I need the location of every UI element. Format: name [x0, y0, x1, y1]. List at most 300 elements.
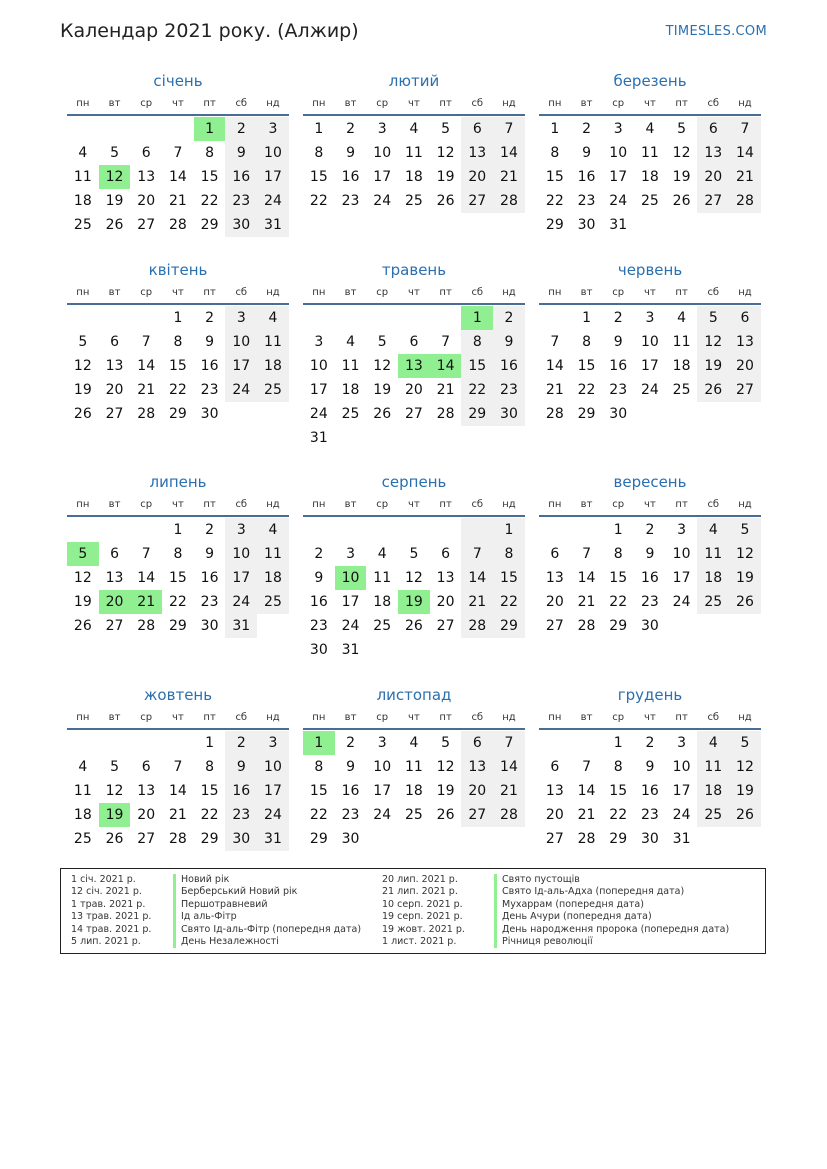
day-cell: 10 — [640, 334, 659, 350]
day-cell: 23 — [493, 378, 525, 402]
weekday-label: вт — [580, 498, 593, 510]
day-cell: 25 — [697, 803, 729, 827]
day-cell: 13 — [105, 570, 124, 586]
month-name: липень — [149, 473, 207, 491]
day-cell: 2 — [493, 306, 525, 330]
day-cell: 12 — [436, 145, 455, 161]
legend-date: 1 січ. 2021 р. — [71, 874, 136, 885]
day-cell: 25 — [257, 378, 289, 402]
day-cell: 27 — [105, 406, 124, 422]
weekday-label: сб — [235, 97, 248, 109]
day-cell: 22 — [577, 382, 596, 398]
day-cell: 29 — [545, 217, 564, 233]
weekday-label: пн — [312, 498, 326, 510]
day-cell: 29 — [609, 618, 628, 634]
day-cell: 15 — [461, 354, 493, 378]
weekday-label: ср — [612, 286, 625, 298]
day-cell: 3 — [677, 735, 687, 751]
weekday-label: нд — [738, 97, 752, 109]
day-cell: 18 — [73, 193, 92, 209]
day-grid — [539, 518, 761, 638]
empty-cell — [398, 306, 430, 330]
day-cell: 10 — [672, 546, 691, 562]
day-cell: 29 — [609, 831, 628, 847]
day-cell: 23 — [341, 193, 360, 209]
weekday-label: вт — [344, 97, 357, 109]
day-cell: 17 — [225, 354, 257, 378]
day-cell: 28 — [493, 803, 525, 827]
weekday-label: ср — [612, 97, 625, 109]
day-cell: 4 — [377, 546, 387, 562]
site-link[interactable]: TIMESLES.COM — [665, 24, 767, 39]
day-cell: 28 — [729, 189, 761, 213]
empty-cell — [257, 402, 289, 426]
day-cell: 1 — [493, 518, 525, 542]
legend-holiday: День народження пророка (попередня дата) — [494, 924, 729, 936]
day-cell: 8 — [582, 334, 591, 350]
weekday-label: пн — [76, 286, 90, 298]
weekday-label: пт — [439, 711, 452, 723]
day-cell: 21 — [577, 807, 596, 823]
day-cell: 22 — [309, 807, 328, 823]
weekday-label: пн — [548, 286, 562, 298]
day-cell: 8 — [613, 759, 623, 775]
month-name: грудень — [617, 686, 683, 704]
day-cell: 21 — [168, 807, 187, 823]
month-name: серпень — [381, 473, 447, 491]
day-cell: 22 — [609, 807, 628, 823]
day-cell: 30 — [225, 213, 257, 237]
weekday-label: чт — [408, 97, 420, 109]
day-cell: 8 — [314, 759, 324, 775]
empty-cell — [303, 518, 335, 542]
day-cell: 22 — [200, 807, 219, 823]
day-cell: 31 — [225, 614, 257, 638]
day-cell: 27 — [545, 831, 564, 847]
empty-cell — [257, 614, 289, 638]
holiday-day-cell: 13 — [398, 354, 430, 378]
day-cell: 20 — [461, 779, 493, 803]
day-cell: 2 — [205, 310, 215, 326]
weekday-label: нд — [266, 286, 280, 298]
weekday-label: нд — [502, 711, 516, 723]
day-cell: 31 — [257, 827, 289, 851]
day-cell: 19 — [436, 783, 455, 799]
day-cell: 23 — [309, 618, 328, 634]
day-cell: 14 — [729, 141, 761, 165]
day-cell: 21 — [493, 165, 525, 189]
day-cell: 29 — [168, 406, 187, 422]
day-cell: 9 — [645, 759, 655, 775]
day-cell: 9 — [205, 546, 215, 562]
weekday-label: сб — [235, 286, 248, 298]
weekday-label: пн — [548, 97, 562, 109]
day-cell: 14 — [461, 566, 493, 590]
day-cell: 4 — [78, 759, 88, 775]
month-3 — [539, 70, 761, 237]
day-cell: 17 — [373, 169, 392, 185]
day-cell: 13 — [137, 783, 156, 799]
day-cell: 23 — [640, 807, 659, 823]
day-cell: 15 — [493, 566, 525, 590]
empty-cell — [366, 306, 398, 330]
day-cell: 5 — [409, 546, 419, 562]
day-cell: 30 — [609, 406, 628, 422]
month-7 — [67, 471, 289, 638]
empty-cell — [461, 426, 493, 450]
holiday-day-cell: 1 — [303, 731, 335, 755]
weekday-header — [67, 281, 289, 305]
day-cell: 28 — [493, 189, 525, 213]
day-cell: 26 — [105, 217, 124, 233]
day-grid — [67, 731, 289, 851]
day-cell: 11 — [697, 755, 729, 779]
day-cell: 14 — [168, 783, 187, 799]
day-cell: 23 — [341, 807, 360, 823]
empty-cell — [335, 518, 367, 542]
day-cell: 19 — [697, 354, 729, 378]
day-cell: 22 — [200, 193, 219, 209]
empty-cell — [366, 426, 398, 450]
empty-cell — [398, 827, 430, 851]
day-cell: 25 — [640, 193, 659, 209]
day-cell: 21 — [137, 382, 156, 398]
day-cell: 5 — [441, 735, 451, 751]
day-cell: 14 — [493, 755, 525, 779]
weekday-label: вт — [108, 711, 121, 723]
weekday-label: ср — [612, 711, 625, 723]
day-cell: 1 — [550, 121, 560, 137]
empty-cell — [130, 306, 162, 330]
day-cell: 6 — [550, 546, 560, 562]
day-cell: 28 — [137, 618, 156, 634]
weekday-label: чт — [408, 498, 420, 510]
weekday-label: ср — [376, 286, 389, 298]
day-cell: 23 — [577, 193, 596, 209]
day-cell: 24 — [309, 406, 328, 422]
day-cell: 17 — [672, 570, 691, 586]
day-cell: 24 — [341, 618, 360, 634]
day-cell: 17 — [640, 358, 659, 374]
day-cell: 21 — [493, 779, 525, 803]
day-cell: 24 — [257, 803, 289, 827]
day-cell: 15 — [168, 358, 187, 374]
day-cell: 3 — [257, 117, 289, 141]
month-4 — [67, 259, 289, 426]
day-cell: 6 — [141, 145, 151, 161]
day-cell: 22 — [461, 378, 493, 402]
weekday-label: вт — [344, 498, 357, 510]
day-cell: 16 — [493, 354, 525, 378]
legend-date: 21 лип. 2021 р. — [382, 886, 458, 898]
weekday-label: пт — [203, 97, 216, 109]
day-cell: 27 — [461, 803, 493, 827]
empty-cell — [697, 213, 729, 237]
weekday-label: нд — [266, 97, 280, 109]
day-cell: 5 — [110, 145, 119, 161]
weekday-label: пн — [76, 97, 90, 109]
day-cell: 28 — [545, 406, 564, 422]
legend-date: 10 серп. 2021 р. — [382, 898, 463, 910]
day-cell: 30 — [225, 827, 257, 851]
day-cell: 16 — [200, 570, 219, 586]
day-cell: 29 — [200, 217, 219, 233]
weekday-label: пт — [439, 498, 452, 510]
empty-cell — [697, 614, 729, 638]
month-name: березень — [613, 72, 687, 90]
day-cell: 27 — [436, 618, 455, 634]
legend-dates-right — [382, 874, 465, 948]
empty-cell — [130, 117, 162, 141]
day-grid — [67, 306, 289, 426]
day-cell: 7 — [493, 117, 525, 141]
day-cell: 23 — [609, 382, 628, 398]
empty-cell — [303, 306, 335, 330]
day-cell: 24 — [672, 594, 691, 610]
day-cell: 4 — [697, 518, 729, 542]
day-cell: 26 — [729, 803, 761, 827]
day-cell: 17 — [672, 783, 691, 799]
day-cell: 3 — [314, 334, 324, 350]
day-cell: 12 — [436, 759, 455, 775]
day-cell: 20 — [137, 807, 156, 823]
day-cell: 3 — [225, 518, 257, 542]
legend-dates-left — [71, 874, 151, 948]
weekday-label: нд — [502, 97, 516, 109]
empty-cell — [67, 518, 99, 542]
holiday-day-cell: 21 — [130, 590, 162, 614]
empty-cell — [461, 518, 493, 542]
legend-holiday: День Ачури (попередня дата) — [494, 911, 729, 923]
weekday-label: пн — [76, 711, 90, 723]
day-cell: 4 — [346, 334, 355, 350]
weekday-label: нд — [266, 711, 280, 723]
empty-cell — [666, 213, 698, 237]
month-10 — [67, 684, 289, 851]
holiday-day-cell: 19 — [398, 590, 430, 614]
legend-date: 19 серп. 2021 р. — [382, 911, 463, 923]
day-cell: 2 — [645, 735, 655, 751]
weekday-label: сб — [707, 498, 720, 510]
day-cell: 9 — [205, 334, 215, 350]
holiday-day-cell: 1 — [194, 117, 226, 141]
day-cell: 15 — [200, 783, 219, 799]
empty-cell — [366, 638, 398, 662]
day-cell: 24 — [225, 590, 257, 614]
day-cell: 15 — [309, 783, 328, 799]
day-cell: 20 — [697, 165, 729, 189]
day-cell: 6 — [409, 334, 419, 350]
day-cell: 2 — [613, 310, 623, 326]
day-cell: 9 — [346, 759, 355, 775]
day-cell: 5 — [677, 121, 687, 137]
day-cell: 24 — [373, 193, 392, 209]
weekday-label: вт — [108, 286, 121, 298]
legend-names-left — [173, 874, 361, 948]
weekday-label: ср — [140, 286, 153, 298]
day-cell: 22 — [309, 193, 328, 209]
empty-cell — [430, 638, 462, 662]
day-cell: 1 — [613, 522, 623, 538]
legend-holiday: Свято Ід-аль-Адха (попередня дата) — [494, 886, 729, 898]
day-grid — [303, 117, 525, 213]
weekday-header — [539, 92, 761, 116]
weekday-header — [539, 706, 761, 730]
day-cell: 13 — [461, 141, 493, 165]
day-cell: 12 — [672, 145, 691, 161]
day-cell: 27 — [545, 618, 564, 634]
weekday-header — [539, 493, 761, 517]
day-cell: 31 — [257, 213, 289, 237]
day-grid — [539, 306, 761, 426]
empty-cell — [430, 306, 462, 330]
day-cell: 15 — [200, 169, 219, 185]
holiday-day-cell: 14 — [430, 354, 462, 378]
day-cell: 8 — [205, 759, 215, 775]
empty-cell — [539, 731, 571, 755]
day-cell: 10 — [373, 759, 392, 775]
day-cell: 2 — [346, 121, 355, 137]
day-cell: 6 — [461, 117, 493, 141]
day-cell: 6 — [550, 759, 560, 775]
day-cell: 13 — [105, 358, 124, 374]
day-cell: 5 — [110, 759, 119, 775]
day-cell: 26 — [73, 406, 92, 422]
day-cell: 30 — [309, 642, 328, 658]
day-cell: 4 — [257, 306, 289, 330]
weekday-label: пн — [312, 97, 326, 109]
day-cell: 12 — [105, 783, 124, 799]
day-cell: 8 — [205, 145, 215, 161]
weekday-label: вт — [580, 286, 593, 298]
day-cell: 26 — [404, 618, 423, 634]
day-cell: 17 — [225, 566, 257, 590]
day-cell: 20 — [105, 382, 124, 398]
day-cell: 3 — [677, 522, 687, 538]
day-cell: 8 — [173, 546, 183, 562]
weekday-label: чт — [172, 286, 184, 298]
day-cell: 22 — [168, 594, 187, 610]
day-cell: 10 — [373, 145, 392, 161]
day-cell: 11 — [404, 759, 423, 775]
legend-holiday: Мухаррам (попередня дата) — [494, 899, 729, 911]
day-cell: 3 — [225, 306, 257, 330]
day-cell: 26 — [436, 193, 455, 209]
day-cell: 26 — [672, 193, 691, 209]
empty-cell — [99, 731, 131, 755]
day-cell: 5 — [441, 121, 451, 137]
empty-cell — [634, 402, 666, 426]
day-cell: 12 — [729, 755, 761, 779]
weekday-label: нд — [502, 286, 516, 298]
day-cell: 21 — [168, 193, 187, 209]
day-cell: 27 — [697, 189, 729, 213]
day-cell: 20 — [436, 594, 455, 610]
day-cell: 17 — [309, 382, 328, 398]
day-cell: 29 — [168, 618, 187, 634]
day-cell: 14 — [493, 141, 525, 165]
day-cell: 2 — [346, 735, 355, 751]
day-cell: 29 — [493, 614, 525, 638]
day-cell: 1 — [173, 522, 183, 538]
legend-names-right — [494, 874, 729, 948]
day-cell: 20 — [729, 354, 761, 378]
day-cell: 11 — [404, 145, 423, 161]
holiday-day-cell: 10 — [335, 566, 367, 590]
day-cell: 13 — [461, 755, 493, 779]
weekday-label: ср — [376, 97, 389, 109]
empty-cell — [539, 518, 571, 542]
weekday-label: чт — [172, 711, 184, 723]
day-cell: 28 — [137, 406, 156, 422]
day-cell: 1 — [205, 735, 215, 751]
day-cell: 12 — [729, 542, 761, 566]
day-cell: 7 — [461, 542, 493, 566]
empty-cell — [729, 213, 761, 237]
day-cell: 16 — [200, 358, 219, 374]
empty-cell — [666, 402, 698, 426]
month-name: лютий — [388, 72, 440, 90]
empty-cell — [634, 213, 666, 237]
empty-cell — [398, 638, 430, 662]
day-grid — [539, 117, 761, 237]
empty-cell — [130, 731, 162, 755]
day-cell: 23 — [200, 382, 219, 398]
day-cell: 8 — [493, 542, 525, 566]
empty-cell — [493, 827, 525, 851]
day-cell: 6 — [461, 731, 493, 755]
day-cell: 6 — [729, 306, 761, 330]
weekday-label: пт — [203, 498, 216, 510]
day-cell: 7 — [441, 334, 451, 350]
day-cell: 10 — [257, 141, 289, 165]
day-cell: 30 — [200, 618, 219, 634]
weekday-label: чт — [172, 97, 184, 109]
month-2 — [303, 70, 525, 213]
day-cell: 12 — [404, 570, 423, 586]
day-cell: 16 — [225, 165, 257, 189]
day-cell: 2 — [205, 522, 215, 538]
month-6 — [539, 259, 761, 426]
day-cell: 10 — [609, 145, 628, 161]
empty-cell — [366, 518, 398, 542]
day-cell: 25 — [672, 382, 691, 398]
weekday-label: ср — [140, 711, 153, 723]
day-cell: 24 — [257, 189, 289, 213]
day-cell: 22 — [168, 382, 187, 398]
day-cell: 23 — [640, 594, 659, 610]
day-cell: 21 — [545, 382, 564, 398]
day-cell: 18 — [73, 807, 92, 823]
day-cell: 13 — [697, 141, 729, 165]
day-cell: 28 — [168, 831, 187, 847]
day-cell: 29 — [309, 831, 328, 847]
day-cell: 19 — [729, 566, 761, 590]
day-cell: 28 — [436, 406, 455, 422]
day-cell: 4 — [645, 121, 655, 137]
day-cell: 22 — [493, 590, 525, 614]
day-cell: 25 — [404, 193, 423, 209]
day-cell: 3 — [645, 310, 655, 326]
day-cell: 9 — [493, 330, 525, 354]
month-1 — [67, 70, 289, 237]
day-cell: 20 — [137, 193, 156, 209]
day-cell: 13 — [436, 570, 455, 586]
day-cell: 21 — [577, 594, 596, 610]
day-cell: 10 — [225, 330, 257, 354]
empty-cell — [430, 426, 462, 450]
day-grid — [303, 731, 525, 851]
